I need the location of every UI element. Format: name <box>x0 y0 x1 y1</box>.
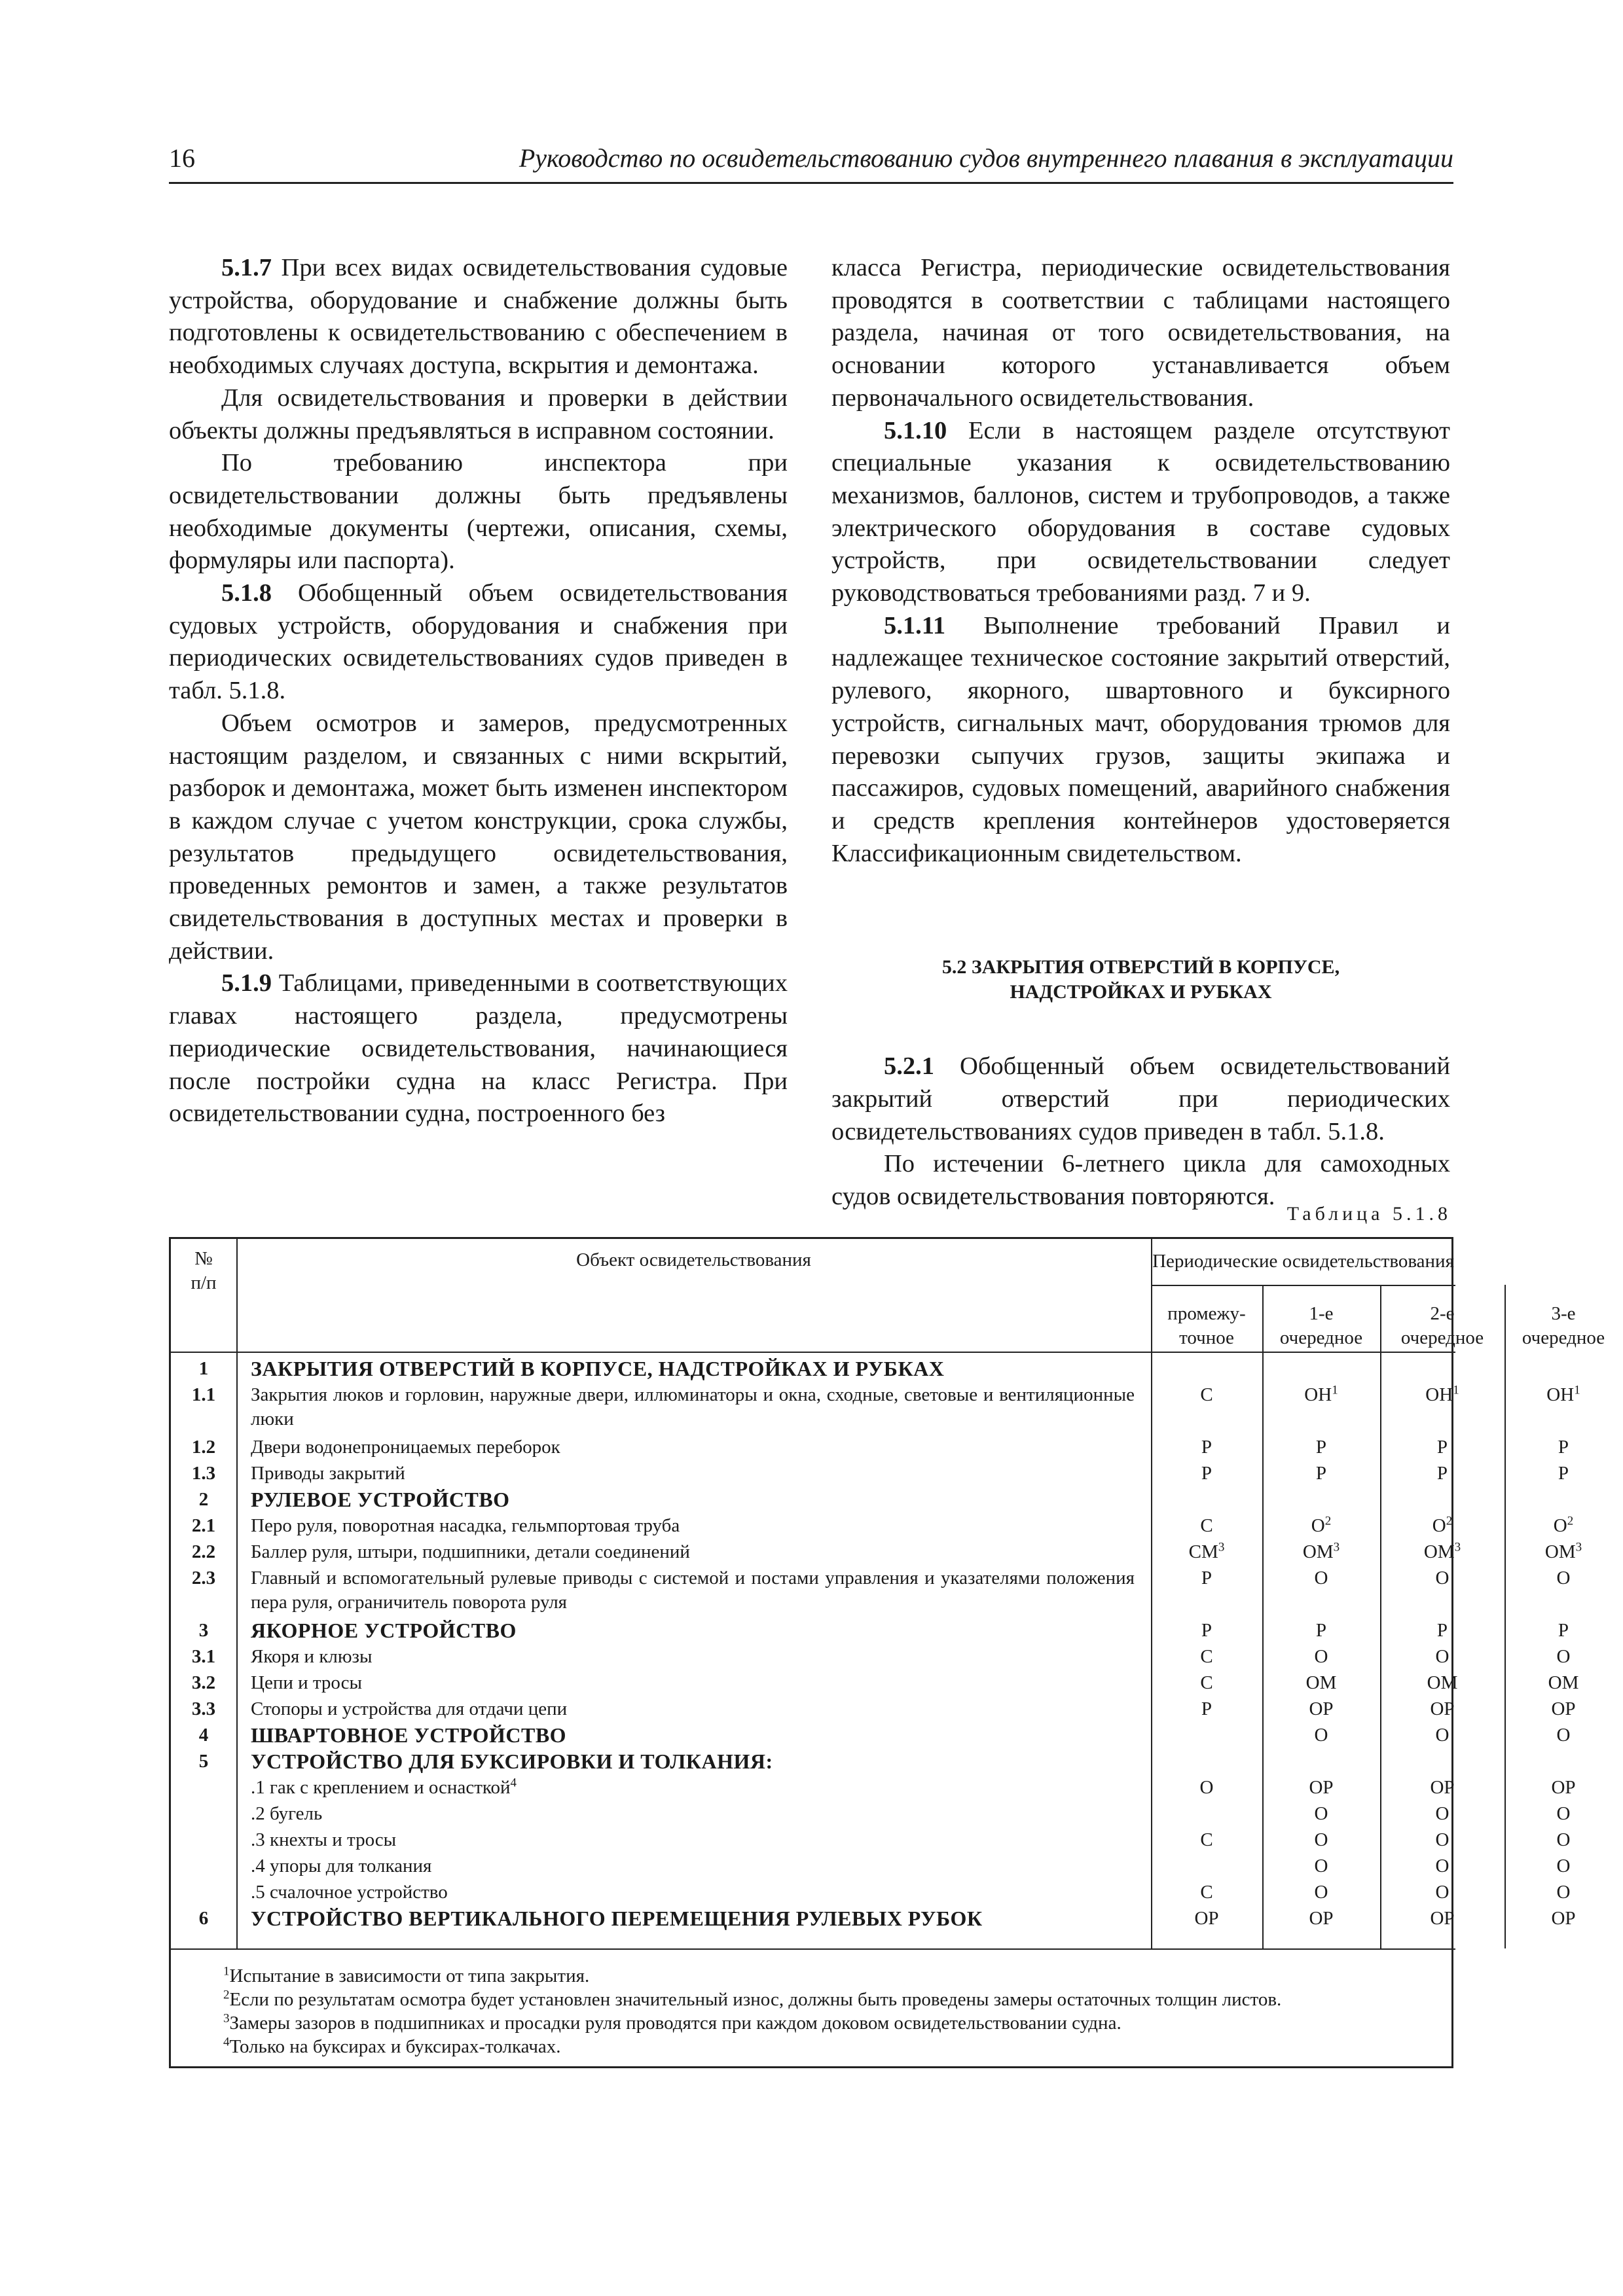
value-second-regular <box>1380 1619 1504 1643</box>
paragraph-text: Таблицами, приведенными в соответствующих главах настоящего раздела, предусмотрены периодические освидетельствования, начинающиеся после постройки судна на класс Регистра. При освидетельствовании судна, построенного без <box>169 969 788 1128</box>
paragraph-text: Обобщенный объем освидетельствований закрытий отверстий при периодических освидетельствованиях судов приведен в табл. 5.1.8. <box>831 1052 1450 1145</box>
paragraph-text: Выполнение требований Правил и надлежащее техническое состояние закрытий отверстий, рулевого, якорного, швартовного и буксирного устройств, сигнальных мачт, оборудования трюмов для перевозки сыпучих грузов, защиты экипажа и пассажиров, судовых помещений, аварийного снабжения и средств крепления контейнеров удостоверяется Классификационным свидетельством. <box>831 611 1450 867</box>
value-second-regular <box>1380 1697 1504 1721</box>
footnote-mark: 2 <box>1324 1514 1332 1528</box>
row-object <box>251 1435 1135 1460</box>
value-second-regular <box>1380 1880 1504 1905</box>
row-object <box>251 1540 1135 1564</box>
value-intermediate <box>1151 1671 1262 1695</box>
value-first-regular <box>1262 1619 1380 1643</box>
value-intermediate <box>1151 1907 1262 1931</box>
value-third-regular <box>1504 1514 1622 1538</box>
value-second-regular <box>1380 1462 1504 1486</box>
left-column <box>169 252 788 1130</box>
value-text: О <box>1314 1646 1328 1667</box>
value-first-regular <box>1262 1802 1380 1826</box>
value-text: Р <box>1558 1437 1569 1458</box>
paragraph-text: Если в настоящем разделе отсутствуют специальные указания к освидетельствованию механизмов, баллонов, систем и трубопроводов, а также электрического оборудования в составе судовых устройств, при освидетельствовании следует руководствоваться требованиями разд. 7 и 9. <box>831 416 1450 607</box>
paragraph <box>169 447 788 577</box>
value-third-regular <box>1504 1435 1622 1460</box>
running-title: Руководство по освидетельствованию судов внутреннего плавания в эксплуатации <box>519 143 1453 173</box>
row-number: 1.1 <box>191 1384 216 1405</box>
paragraph <box>169 252 788 382</box>
row-object <box>251 1776 1135 1800</box>
row-object <box>251 1566 1135 1615</box>
section-heading-line1: 5.2 ЗАКРЫТИЯ ОТВЕРСТИЙ В КОРПУСЕ, <box>941 956 1340 978</box>
footnote-mark: 3 <box>223 2011 230 2026</box>
row-object-text: .4 упоры для толкания <box>251 1856 432 1876</box>
row-object-text: .2 бугель <box>251 1803 323 1824</box>
value-text: ОР <box>1551 1908 1576 1929</box>
footnote-mark: 3 <box>1333 1540 1340 1554</box>
value-text: Р <box>1315 1437 1327 1458</box>
table-caption: Таблица 5.1.8 <box>1286 1203 1451 1225</box>
row-number: 3.2 <box>191 1672 216 1693</box>
value-third-regular <box>1504 1880 1622 1905</box>
survey-table <box>169 1237 1605 2068</box>
value-second-regular <box>1380 1566 1504 1590</box>
row-object-text: Баллер руля, штыри, подшипники, детали соединений <box>251 1541 690 1562</box>
value-text: Р <box>1558 1463 1569 1484</box>
value-text: О <box>1199 1777 1214 1798</box>
value-first-regular <box>1262 1514 1380 1538</box>
value-intermediate <box>1151 1619 1262 1643</box>
row-object-text: Двери водонепроницаемых переборок <box>251 1437 560 1458</box>
value-third-regular <box>1504 1619 1622 1643</box>
table-hline <box>1151 1285 1455 1286</box>
row-object <box>251 1462 1135 1486</box>
row-object-text: Стопоры и устройства для отдачи цепи <box>251 1698 568 1719</box>
value-text: Р <box>1558 1620 1569 1641</box>
row-number: 6 <box>198 1908 209 1929</box>
row-object-text: .1 гак с креплением и оснасткой <box>251 1777 511 1798</box>
value-third-regular <box>1504 1723 1622 1748</box>
footnote-mark: 1 <box>1574 1383 1580 1397</box>
row-number: 1.2 <box>191 1437 216 1458</box>
value-third-regular <box>1504 1540 1622 1564</box>
value-text: С <box>1200 1384 1213 1405</box>
value-intermediate <box>1151 1383 1262 1407</box>
row-object-text: ЗАКРЫТИЯ ОТВЕРСТИЙ В КОРПУСЕ, НАДСТРОЙКАХ И РУБКАХ <box>251 1357 945 1380</box>
section-heading-line2: НАДСТРОЙКАХ И РУБКАХ <box>1010 981 1272 1003</box>
value-text: СМ <box>1188 1541 1218 1562</box>
value-text: О <box>1314 1882 1328 1903</box>
row-number: 1 <box>198 1358 209 1379</box>
value-text: С <box>1200 1829 1213 1850</box>
note-text: Только на буксирах и буксирах-толкачах. <box>229 2036 561 2057</box>
page-header <box>169 143 1453 182</box>
footnote-mark: 3 <box>1575 1540 1582 1554</box>
value-text: Р <box>1436 1437 1448 1458</box>
row-object-text: УСТРОЙСТВО ДЛЯ БУКСИРОВКИ И ТОЛКАНИЯ: <box>251 1749 773 1773</box>
paragraph <box>831 610 1450 870</box>
value-text: ОМ <box>1305 1672 1337 1693</box>
value-second-regular <box>1380 1383 1504 1407</box>
value-intermediate <box>1151 1435 1262 1460</box>
clause-number: 5.1.11 <box>884 611 946 639</box>
value-second-regular <box>1380 1854 1504 1878</box>
value-first-regular <box>1262 1854 1380 1878</box>
value-text: Р <box>1436 1463 1448 1484</box>
value-text: ОР <box>1194 1908 1219 1929</box>
value-text: О <box>1556 1803 1571 1824</box>
value-text: О <box>1314 1856 1328 1876</box>
value-text: О <box>1311 1515 1325 1536</box>
value-third-regular <box>1504 1854 1622 1878</box>
value-first-regular <box>1262 1697 1380 1721</box>
clause-number: 5.1.9 <box>221 969 272 997</box>
value-text: ОР <box>1309 1698 1334 1719</box>
value-second-regular <box>1380 1540 1504 1564</box>
header-num: № п/п <box>191 1248 217 1293</box>
value-intermediate <box>1151 1697 1262 1721</box>
value-text: С <box>1200 1515 1213 1536</box>
value-third-regular <box>1504 1645 1622 1669</box>
row-object <box>251 1697 1135 1721</box>
value-text: ОР <box>1551 1698 1576 1719</box>
value-text: Р <box>1201 1437 1213 1458</box>
row-object <box>251 1488 1135 1512</box>
value-text: Р <box>1201 1620 1213 1641</box>
header-third-regular: 3-е очередное <box>1522 1303 1605 1348</box>
value-text: О <box>1556 1829 1571 1850</box>
row-object <box>251 1723 1135 1748</box>
row-number: 4 <box>198 1725 209 1746</box>
right-column <box>831 252 1450 1213</box>
header-object: Объект освидетельствования <box>576 1249 811 1270</box>
value-second-regular <box>1380 1723 1504 1748</box>
footnote-mark: 1 <box>1332 1383 1338 1397</box>
footnote-mark: 4 <box>223 2035 230 2049</box>
value-text: ОМ <box>1302 1541 1334 1562</box>
value-text: ОР <box>1551 1777 1576 1798</box>
note-text: Если по результатам осмотра будет установлен значительный износ, должны быть проведены замеры остаточных толщин листов. <box>229 1989 1282 2010</box>
table-note <box>223 2035 1434 2058</box>
right-column-section-paragraphs <box>831 1050 1450 1213</box>
value-third-regular <box>1504 1802 1622 1826</box>
row-object-text: ЯКОРНОЕ УСТРОЙСТВО <box>251 1619 517 1642</box>
row-number: 3 <box>198 1620 209 1641</box>
row-object <box>251 1645 1135 1669</box>
value-third-regular <box>1504 1828 1622 1852</box>
value-text: О <box>1435 1725 1450 1746</box>
value-intermediate <box>1151 1645 1262 1669</box>
value-text: С <box>1200 1646 1213 1667</box>
value-third-regular <box>1504 1671 1622 1695</box>
value-second-regular <box>1380 1671 1504 1695</box>
row-number: 5 <box>198 1751 209 1772</box>
row-object-text: .5 счалочное устройство <box>251 1882 448 1903</box>
right-column-paragraphs <box>831 252 1450 870</box>
row-object <box>251 1854 1135 1878</box>
value-first-regular <box>1262 1776 1380 1800</box>
table-vline <box>236 1239 238 1948</box>
value-text: О <box>1435 1882 1450 1903</box>
row-number: 2.2 <box>191 1541 216 1562</box>
value-text: О <box>1435 1829 1450 1850</box>
row-object-text: РУЛЕВОЕ УСТРОЙСТВО <box>251 1488 510 1511</box>
row-object <box>251 1357 1135 1381</box>
value-first-regular <box>1262 1540 1380 1564</box>
value-second-regular <box>1380 1435 1504 1460</box>
value-first-regular <box>1262 1435 1380 1460</box>
table-hline <box>171 1948 1455 1950</box>
row-number: 3.3 <box>191 1698 216 1719</box>
value-text: О <box>1553 1515 1567 1536</box>
value-text: О <box>1314 1725 1328 1746</box>
value-text: ОР <box>1430 1777 1455 1798</box>
row-number: 3.1 <box>191 1646 216 1667</box>
paragraph-text: Объем осмотров и замеров, предусмотренных настоящим разделом, и связанных с ними вскрытий, разборок и демонтажа, может быть изменен инспектором в каждом случае с учетом конструкции, срока службы, результатов предыдущего освидетельствования, проведенных ремонтов и замен, а также результатов свидетельствования в доступных местах и проверки в действии. <box>169 709 788 965</box>
header-second-regular: 2-е очередное <box>1400 1303 1484 1348</box>
footnote-mark: 2 <box>1446 1514 1453 1528</box>
value-intermediate <box>1151 1514 1262 1538</box>
value-first-regular <box>1262 1723 1380 1748</box>
note-text: Испытание в зависимости от типа закрытия. <box>229 1965 590 1986</box>
value-text: О <box>1556 1856 1571 1876</box>
value-intermediate <box>1151 1462 1262 1486</box>
value-text: О <box>1314 1803 1328 1824</box>
value-text: О <box>1435 1568 1450 1588</box>
value-first-regular <box>1262 1828 1380 1852</box>
row-object <box>251 1671 1135 1695</box>
value-intermediate <box>1151 1880 1262 1905</box>
note-text: Замеры зазоров в подшипниках и просадки руля проводятся при каждом доковом освидетельствовании судна. <box>229 2013 1122 2034</box>
value-text: Р <box>1201 1463 1213 1484</box>
row-number: 1.3 <box>191 1463 216 1484</box>
paragraph <box>831 252 1450 415</box>
footnote-mark: 3 <box>1218 1540 1225 1554</box>
paragraph <box>169 967 788 1130</box>
row-object <box>251 1802 1135 1826</box>
footnote-mark: 1 <box>223 1964 230 1979</box>
value-text: ОН <box>1425 1384 1453 1405</box>
paragraph <box>169 577 788 708</box>
value-text: ОМ <box>1548 1672 1579 1693</box>
row-object <box>251 1619 1135 1643</box>
value-intermediate <box>1151 1540 1262 1564</box>
value-text: ОН <box>1304 1384 1332 1405</box>
table-hline <box>171 1352 1455 1353</box>
value-third-regular <box>1504 1566 1622 1590</box>
header-first-regular: 1-е очередное <box>1279 1303 1363 1348</box>
row-number: 2.1 <box>191 1515 216 1536</box>
paragraph-text: По требованию инспектора при освидетельствовании должны быть предъявлены необходимые документы (чертежи, описания, схемы, формуляры или паспорта). <box>169 449 788 575</box>
value-second-regular <box>1380 1828 1504 1852</box>
footnote-mark: 2 <box>223 1988 230 2002</box>
value-third-regular <box>1504 1776 1622 1800</box>
paragraph <box>831 415 1450 610</box>
value-text: С <box>1200 1672 1213 1693</box>
value-second-regular <box>1380 1776 1504 1800</box>
value-second-regular <box>1380 1802 1504 1826</box>
paragraph-text: Обобщенный объем освидетельствования судовых устройств, оборудования и снабжения при периодических освидетельствованиях судов приведен в табл. 5.1.8. <box>169 579 788 705</box>
value-text: ОМ <box>1423 1541 1455 1562</box>
value-text: О <box>1556 1882 1571 1903</box>
value-intermediate <box>1151 1828 1262 1852</box>
page-number: 16 <box>169 143 195 173</box>
value-first-regular <box>1262 1907 1380 1931</box>
footnote-mark: 2 <box>1567 1514 1574 1528</box>
row-object <box>251 1907 1135 1931</box>
value-text: ОР <box>1309 1908 1334 1929</box>
row-object-text: УСТРОЙСТВО ВЕРТИКАЛЬНОГО ПЕРЕМЕЩЕНИЯ РУЛЕВЫХ РУБОК <box>251 1907 983 1930</box>
value-text: О <box>1314 1829 1328 1850</box>
header-periodic: Периодические освидетельствования <box>1152 1251 1454 1272</box>
table-note <box>223 1964 1434 1988</box>
clause-number: 5.1.7 <box>221 254 272 281</box>
value-text: Р <box>1436 1620 1448 1641</box>
value-first-regular <box>1262 1645 1380 1669</box>
clause-number: 5.2.1 <box>884 1052 934 1081</box>
row-object <box>251 1514 1135 1538</box>
value-text: ОР <box>1430 1698 1455 1719</box>
value-intermediate <box>1151 1776 1262 1800</box>
row-object-text: Цепи и тросы <box>251 1672 362 1693</box>
row-object-text: ШВАРТОВНОЕ УСТРОЙСТВО <box>251 1723 567 1747</box>
paragraph-text: Для освидетельствования и проверки в действии объекты должны предъявляться в исправном состоянии. <box>169 384 788 444</box>
paragraph <box>169 708 788 968</box>
paragraph-text: класса Регистра, периодические освидетельствования проводятся в соответствии с таблицами настоящего раздела, начиная от того освидетельствования, на основании которого устанавливается объем первоначального освидетельствования. <box>831 254 1450 412</box>
value-text: О <box>1556 1568 1571 1588</box>
value-text: ОМ <box>1544 1541 1576 1562</box>
value-second-regular <box>1380 1645 1504 1669</box>
paragraph-text: По истечении 6-летнего цикла для самоходных судов освидетельствования повторяются. <box>831 1150 1450 1211</box>
value-text: С <box>1200 1882 1213 1903</box>
footnote-mark: 3 <box>1454 1540 1461 1554</box>
row-object-text: .3 кнехты и тросы <box>251 1829 397 1850</box>
paragraph <box>169 382 788 447</box>
row-object-text: Закрытия люков и горловин, наружные двери, иллюминаторы и окна, сходные, световые и вентиляционные люки <box>251 1384 1135 1429</box>
header-intermediate: промежу- точное <box>1167 1303 1246 1348</box>
row-object <box>251 1383 1135 1431</box>
value-text: Р <box>1201 1568 1213 1588</box>
paragraph <box>831 1050 1450 1148</box>
value-text: ОН <box>1546 1384 1575 1405</box>
value-text: ОР <box>1430 1908 1455 1929</box>
value-first-regular <box>1262 1383 1380 1407</box>
value-first-regular <box>1262 1566 1380 1590</box>
value-first-regular <box>1262 1671 1380 1695</box>
value-text: О <box>1556 1646 1571 1667</box>
value-first-regular <box>1262 1462 1380 1486</box>
value-text: Р <box>1315 1463 1327 1484</box>
value-intermediate <box>1151 1566 1262 1590</box>
row-object-text: Перо руля, поворотная насадка, гельмпортовая труба <box>251 1515 680 1536</box>
value-third-regular <box>1504 1697 1622 1721</box>
footnote-mark: 1 <box>1453 1383 1459 1397</box>
value-text: О <box>1435 1646 1450 1667</box>
value-second-regular <box>1380 1514 1504 1538</box>
value-text: О <box>1435 1803 1450 1824</box>
row-number: 2 <box>198 1489 209 1510</box>
section-heading <box>831 955 1450 1005</box>
header-rule <box>169 182 1453 184</box>
paragraph-text: При всех видах освидетельствования судовые устройства, оборудование и снабжение должны быть подготовлены к освидетельствованию с обеспечением в необходимых случаях доступа, вскрытия и демонтажа. <box>169 254 788 380</box>
value-text: Р <box>1201 1698 1213 1719</box>
value-first-regular <box>1262 1880 1380 1905</box>
row-object-text: Приводы закрытий <box>251 1463 405 1484</box>
value-text: О <box>1556 1725 1571 1746</box>
value-text: ОМ <box>1427 1672 1458 1693</box>
value-text: О <box>1432 1515 1446 1536</box>
value-third-regular <box>1504 1907 1622 1931</box>
clause-number: 5.1.8 <box>221 579 272 607</box>
value-text: О <box>1314 1568 1328 1588</box>
row-object <box>251 1880 1135 1905</box>
value-text: О <box>1435 1856 1450 1876</box>
row-object <box>251 1828 1135 1852</box>
value-text: ОР <box>1309 1777 1334 1798</box>
value-third-regular <box>1504 1383 1622 1407</box>
clause-number: 5.1.10 <box>884 416 947 444</box>
table-note <box>223 1988 1434 2011</box>
footnote-mark: 4 <box>510 1776 517 1790</box>
table-notes <box>223 1964 1434 2058</box>
row-number: 2.3 <box>191 1568 216 1588</box>
row-object-text: Якоря и клюзы <box>251 1646 373 1667</box>
row-object-text: Главный и вспомогательный рулевые приводы с системой и постами управления и указателями положения пера руля, ограничитель поворота руля <box>251 1568 1135 1613</box>
row-object <box>251 1749 1135 1774</box>
value-third-regular <box>1504 1462 1622 1486</box>
value-second-regular <box>1380 1907 1504 1931</box>
table-note <box>223 2011 1434 2035</box>
value-text: Р <box>1315 1620 1327 1641</box>
